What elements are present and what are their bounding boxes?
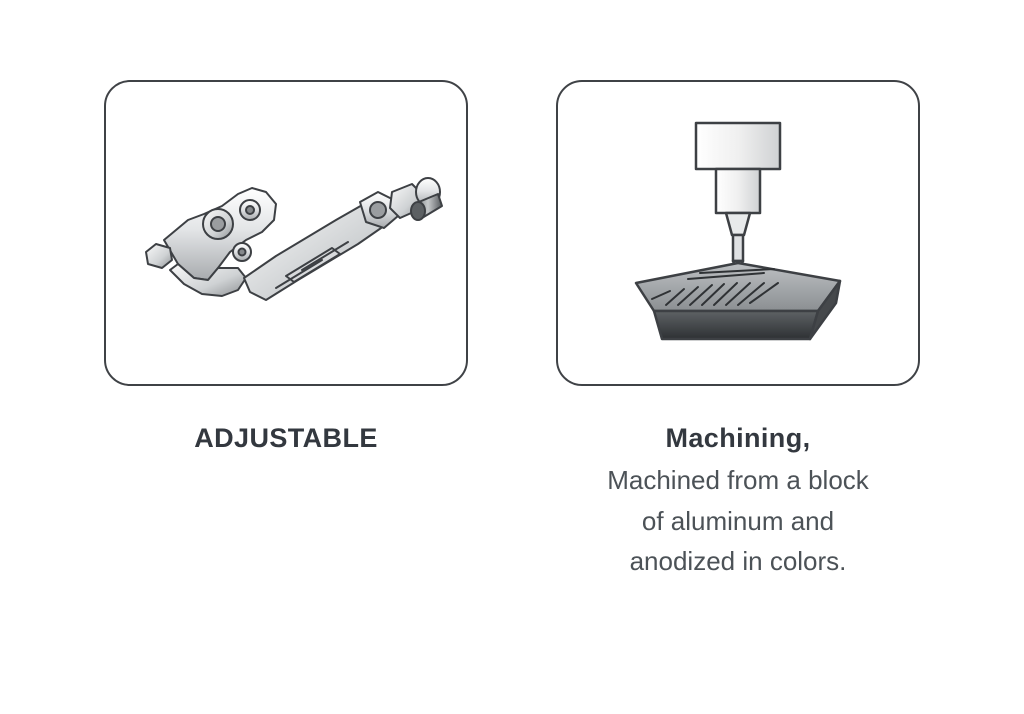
feature-title: ADJUSTABLE bbox=[194, 423, 378, 453]
cnc-machining-illustration bbox=[573, 98, 903, 368]
feature-caption bbox=[538, 420, 938, 581]
cnc-machining-icon bbox=[588, 113, 888, 353]
feature-description bbox=[538, 460, 938, 581]
feature-description-line: Machined from a block bbox=[607, 465, 869, 496]
feature-description-line: of aluminum and bbox=[641, 505, 835, 536]
adjustable-bracket-illustration bbox=[121, 98, 451, 368]
feature-item bbox=[512, 80, 964, 581]
feature-title: Machining, bbox=[665, 423, 811, 453]
feature-image-card bbox=[556, 80, 920, 386]
feature-item bbox=[60, 80, 512, 456]
feature-description-line: anodized in colors. bbox=[629, 546, 847, 577]
adjustable-bracket-icon bbox=[126, 128, 446, 338]
feature-image-card bbox=[104, 80, 468, 386]
feature-list bbox=[60, 80, 964, 581]
feature-caption bbox=[86, 420, 486, 456]
